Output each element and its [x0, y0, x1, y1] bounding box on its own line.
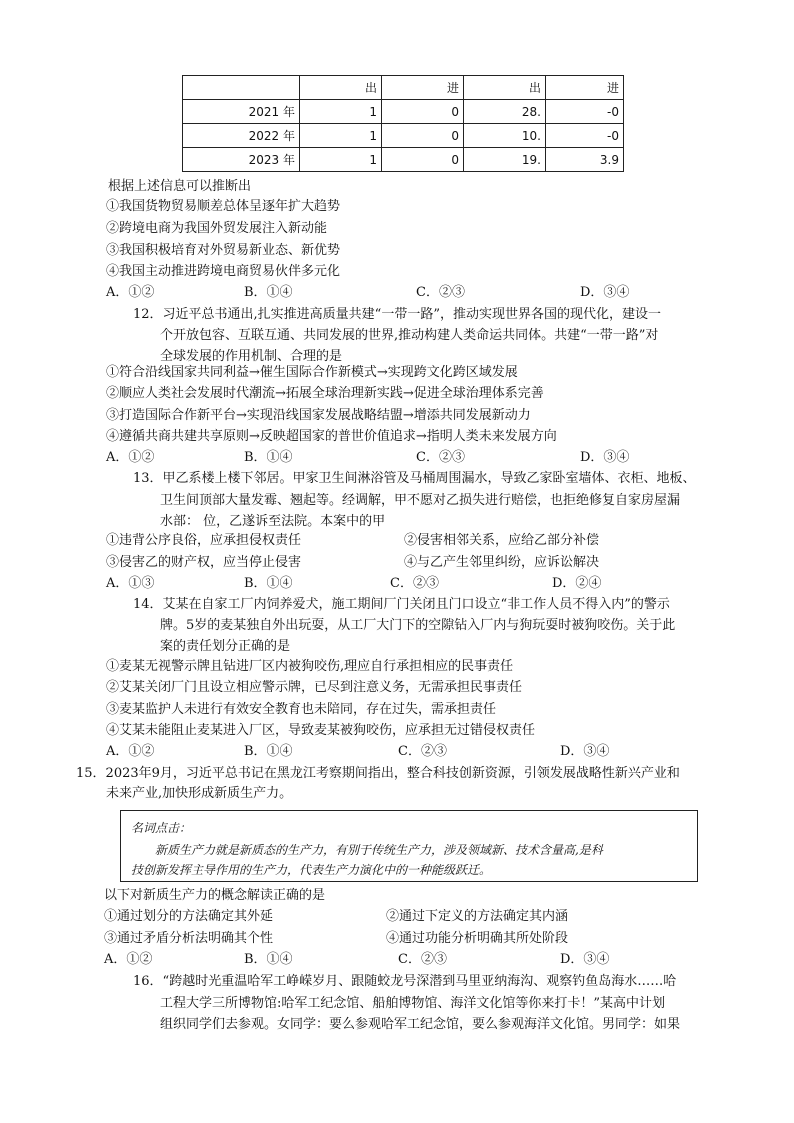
q14-stem-line: 牌。5岁的麦某独自外出玩耍，从工厂大门下的空隙钻入厂内与狗玩耍时被狗咬伤。关于此 — [160, 618, 676, 633]
q14-item: ④艾某未能阻止麦某进入厂区，导致麦某被狗咬伤，应承担无过错侵权责任 — [106, 723, 536, 738]
note-title: 名词点击： — [131, 821, 192, 835]
q12-option-b[interactable]: B．①④ — [244, 450, 293, 465]
q11-item: ①我国货物贸易顺差总体呈逐年扩大趋势 — [106, 199, 341, 214]
q12-stem-line: 全球发展的作用机制、合理的是 — [160, 349, 343, 364]
q13-item: ①违背公序良俗，应承担侵权责任 — [106, 533, 302, 548]
q11-option-c[interactable]: C．②③ — [416, 285, 465, 300]
table-cell: 10. — [464, 124, 546, 148]
q12-item: ②顺应人类社会发展时代潮流→拓展全球治理新实践→促进全球治理体系完善 — [106, 386, 544, 401]
q14-item: ③麦某监护人未进行有效安全教育也未陪同，存在过失，需承担责任 — [106, 702, 497, 717]
table-cell: 19. — [464, 148, 546, 172]
q13-option-a[interactable]: A．①③ — [106, 576, 155, 591]
table-cell: 1 — [300, 100, 382, 124]
q12-item: ③打造国际合作新平台→实现沿线国家发展战略结盟→增添共同发展新动力 — [106, 408, 531, 423]
table-cell: 0 — [382, 148, 464, 172]
q12-stem-line: 12．习近平总书通出,扎实推进高质量共建“一带一路”，推动实现世界各国的现代化，建设一 — [133, 307, 661, 322]
table-row — [183, 100, 624, 124]
note-body: 新质生产力就是新质态的生产力，有别于传统生产力，涉及领域新、技术含量高,是科 — [155, 843, 603, 857]
q15-option-c[interactable]: C．②③ — [398, 952, 447, 967]
table-header-cell: 出 — [464, 76, 546, 100]
q13-item: ③侵害乙的财产权，应当停止侵害 — [106, 555, 302, 570]
q14-option-a[interactable]: A．①② — [106, 744, 155, 759]
q16-stem-line: 工程大学三所博物馆:哈军工纪念馆、船舶博物馆、海洋文化馆等你来打卡！”某高中计划 — [160, 996, 666, 1011]
q13-item: ④与乙产生邻里纠纷，应诉讼解决 — [404, 555, 600, 570]
q12-item: ①符合沿线国家共同利益→催生国际合作新模式→实现跨文化跨区域发展 — [106, 365, 518, 380]
q12-item: ④遵循共商共建共享原则→反映超国家的普世价值追求→指明人类未来发展方向 — [106, 429, 557, 444]
q13-option-d[interactable]: D．②④ — [552, 576, 602, 591]
table-cell: 0 — [382, 124, 464, 148]
q16-stem-line: 组织同学们去参观。女同学：要么参观哈军工纪念馆，要么参观海洋文化馆。男同学：如果 — [160, 1017, 681, 1032]
term-note-box — [120, 810, 698, 882]
q13-stem-line: 卫生间顶部大量发霉、翘起等。经调解，甲不愿对乙损失进行赔偿，也拒绝修复自家房屋漏 — [160, 493, 681, 508]
q11-option-d[interactable]: D．③④ — [580, 285, 630, 300]
note-body: 技创新发挥主导作用的生产力，代表生产力演化中的一种能级跃迁。 — [131, 863, 492, 877]
table-cell: 3.9 — [546, 148, 624, 172]
q14-option-c[interactable]: C．②③ — [398, 744, 447, 759]
q11-item: ②跨境电商为我国外贸发展注入新动能 — [106, 221, 328, 236]
q16-stem-line: 16．“跨越时光重温哈军工峥嵘岁月、跟随蛟龙号深潜到马里亚纳海沟、观察钓鱼岛海水……哈 — [133, 974, 677, 989]
q11-item: ③我国积极培育对外贸易新业态、新优势 — [106, 243, 341, 258]
q11-stem: 根据上述信息可以推断出 — [108, 179, 252, 194]
table-cell: 0 — [382, 100, 464, 124]
q12-option-a[interactable]: A．①② — [106, 450, 155, 465]
q11-option-a[interactable]: A．①② — [106, 285, 155, 300]
table-header-cell: 进 — [546, 76, 624, 100]
table-header-cell — [183, 76, 300, 100]
table-cell: -0 — [546, 100, 624, 124]
q15-item: ②通过下定义的方法确定其内涵 — [386, 909, 569, 924]
table-cell: 2023 年 — [183, 148, 300, 172]
table-row — [183, 148, 624, 172]
q15-stem-line: 15．2023年9月，习近平总书记在黑龙江考察期间指出，整合科技创新资源，引领发展战略性新兴产业和 — [76, 766, 680, 781]
q15-option-d[interactable]: D．③④ — [560, 952, 610, 967]
q15-item: ④通过功能分析明确其所处阶段 — [386, 931, 569, 946]
q15-option-b[interactable]: B．①④ — [244, 952, 293, 967]
q13-option-c[interactable]: C．②③ — [390, 576, 439, 591]
table-header-cell: 出 — [300, 76, 382, 100]
q15-item: ①通过划分的方法确定其外延 — [104, 909, 274, 924]
table-header-cell: 进 — [382, 76, 464, 100]
q14-stem-line: 14．艾某在自家工厂内饲养爱犬，施工期间厂门关闭且门口设立“非工作人员不得入内”的警示 — [133, 597, 670, 612]
table-header-row — [183, 76, 624, 100]
trade-table — [182, 75, 624, 172]
q15-question: 以下对新质生产力的概念解读正确的是 — [104, 888, 326, 903]
q15-item: ③通过矛盾分析法明确其个性 — [104, 931, 274, 946]
q12-option-c[interactable]: C．②③ — [416, 450, 465, 465]
q14-stem-line: 案的责任划分正确的是 — [160, 639, 291, 654]
q14-option-d[interactable]: D．③④ — [560, 744, 610, 759]
q14-option-b[interactable]: B．①④ — [244, 744, 293, 759]
q14-item: ①麦某无视警示牌且钻进厂区内被狗咬伤,理应自行承担相应的民事责任 — [106, 659, 514, 674]
table-cell: 1 — [300, 148, 382, 172]
table-cell: 2021 年 — [183, 100, 300, 124]
q13-item: ②侵害相邻关系，应给乙部分补偿 — [404, 533, 600, 548]
q15-option-a[interactable]: A．①② — [104, 952, 153, 967]
table-cell: -0 — [546, 124, 624, 148]
table-cell: 28. — [464, 100, 546, 124]
q11-item: ④我国主动推进跨境电商贸易伙伴多元化 — [106, 264, 341, 279]
q12-option-d[interactable]: D．③④ — [580, 450, 630, 465]
table-row — [183, 124, 624, 148]
q14-item: ②艾某关闭厂门且设立相应警示牌，已尽到注意义务，无需承担民事责任 — [106, 680, 523, 695]
table-cell: 2022 年 — [183, 124, 300, 148]
q13-stem-line: 13．甲乙系楼上楼下邻居。甲家卫生间淋浴管及马桶周围漏水，导致乙家卧室墙体、衣柜、地板、 — [133, 471, 696, 486]
q15-stem-line: 未来产业,加快形成新质生产力。 — [106, 786, 293, 801]
q13-stem-line: 水部： 位，乙遂诉至法院。本案中的甲 — [160, 514, 386, 529]
q12-stem-line: 个开放包容、互联互通、共同发展的世界,推动构建人类命运共同体。共建“一带一路”对 — [160, 328, 659, 343]
q11-option-b[interactable]: B．①④ — [244, 285, 293, 300]
q13-option-b[interactable]: B．①④ — [244, 576, 293, 591]
table-cell: 1 — [300, 124, 382, 148]
